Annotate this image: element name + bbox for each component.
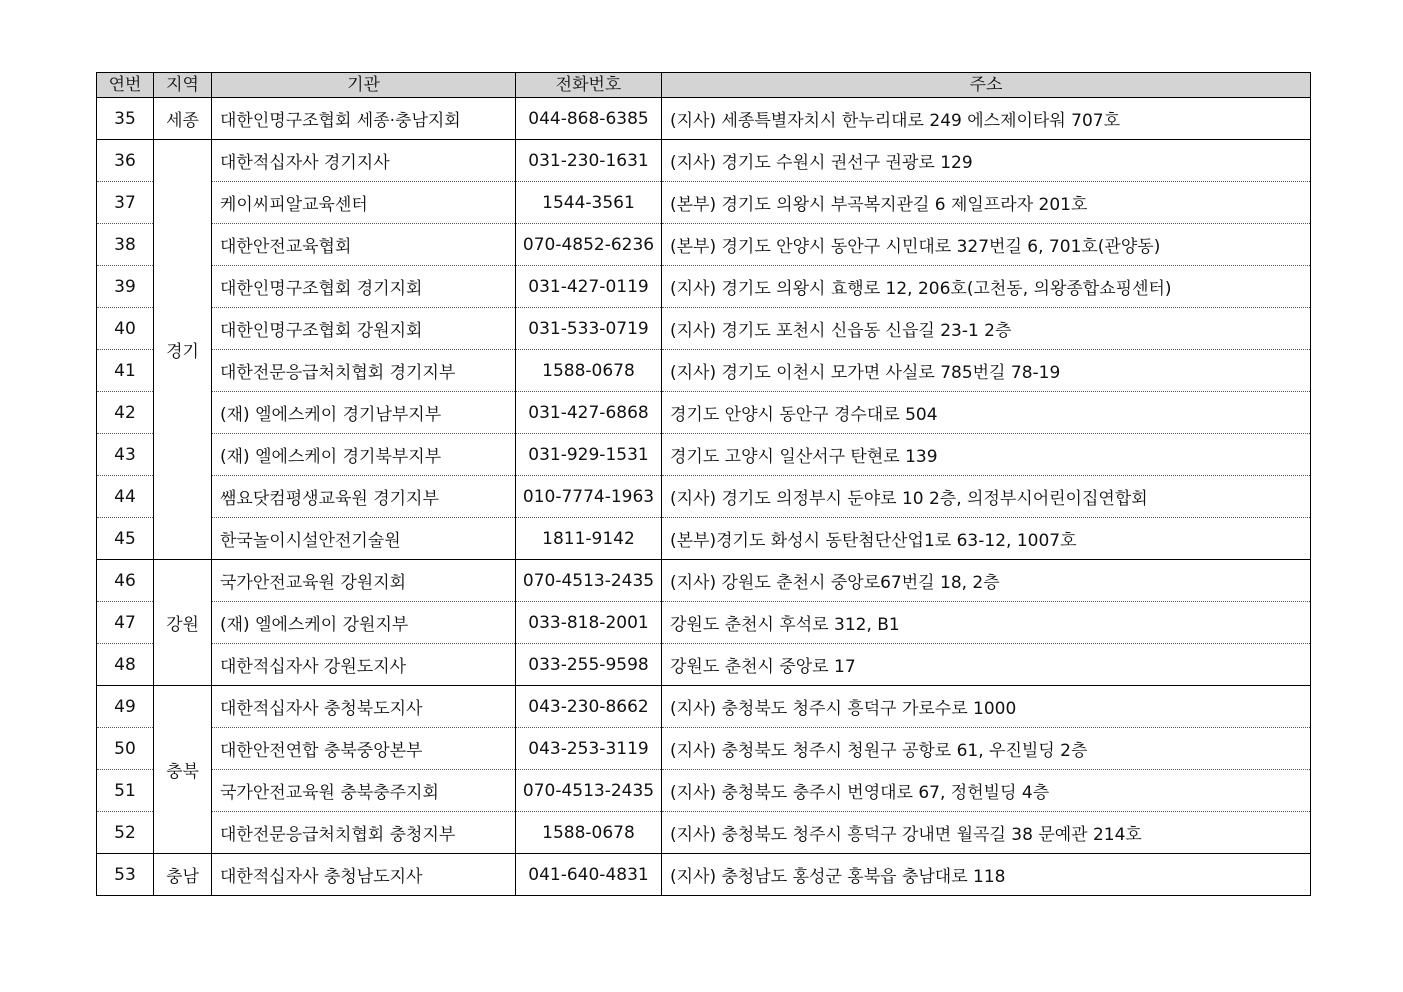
region-cell: 충남: [154, 854, 212, 896]
row-number: 38: [97, 224, 154, 266]
address: (지사) 경기도 수원시 권선구 권광로 129: [662, 140, 1311, 182]
table-row: [97, 518, 1311, 560]
organization-name: (재) 엘에스케이 경기북부지부: [212, 434, 516, 476]
row-number: 41: [97, 350, 154, 392]
phone-number: 1588-0678: [516, 812, 662, 854]
table-row: [97, 350, 1311, 392]
row-number: 42: [97, 392, 154, 434]
organization-name: 대한안전교육협회: [212, 224, 516, 266]
table-row: [97, 728, 1311, 770]
row-number: 40: [97, 308, 154, 350]
address: (지사) 경기도 의정부시 둔야로 10 2층, 의정부시어린이집연합회: [662, 476, 1311, 518]
address: (지사) 경기도 이천시 모가면 사실로 785번길 78-19: [662, 350, 1311, 392]
table-row: [97, 308, 1311, 350]
header-phone: 전화번호: [516, 73, 662, 98]
address: (지사) 충청북도 청주시 흥덕구 강내면 월곡길 38 문예관 214호: [662, 812, 1311, 854]
row-number: 44: [97, 476, 154, 518]
row-number: 52: [97, 812, 154, 854]
row-number: 43: [97, 434, 154, 476]
organization-name: (재) 엘에스케이 경기남부지부: [212, 392, 516, 434]
organization-name: 대한인명구조협회 경기지회: [212, 266, 516, 308]
row-number: 51: [97, 770, 154, 812]
address: (지사) 충청북도 충주시 번영대로 67, 정헌빌딩 4층: [662, 770, 1311, 812]
organization-name: 대한안전연합 충북중앙본부: [212, 728, 516, 770]
organization-name: 대한적십자사 강원도지사: [212, 644, 516, 686]
row-number: 47: [97, 602, 154, 644]
table-header: [97, 73, 1311, 98]
region-cell: 충북: [154, 686, 212, 854]
address: (지사) 경기도 의왕시 효행로 12, 206호(고천동, 의왕종합쇼핑센터): [662, 266, 1311, 308]
organization-name: 국가안전교육원 충북충주지회: [212, 770, 516, 812]
region-cell: 강원: [154, 560, 212, 686]
organization-name: 대한적십자사 충청남도지사: [212, 854, 516, 896]
organization-name: 대한전문응급처치협회 충청지부: [212, 812, 516, 854]
address: 강원도 춘천시 중앙로 17: [662, 644, 1311, 686]
organization-name: 대한인명구조협회 세종·충남지회: [212, 98, 516, 140]
organization-name: 한국놀이시설안전기술원: [212, 518, 516, 560]
table-body: [97, 98, 1311, 896]
address: (지사) 세종특별자치시 한누리대로 249 에스제이타워 707호: [662, 98, 1311, 140]
phone-number: 070-4513-2435: [516, 560, 662, 602]
phone-number: 1544-3561: [516, 182, 662, 224]
table-row: [97, 224, 1311, 266]
header-region: 지역: [154, 73, 212, 98]
organization-name: 케이씨피알교육센터: [212, 182, 516, 224]
address: (지사) 충청남도 홍성군 홍북읍 충남대로 118: [662, 854, 1311, 896]
phone-number: 031-427-0119: [516, 266, 662, 308]
phone-number: 041-640-4831: [516, 854, 662, 896]
table-row: [97, 560, 1311, 602]
row-number: 46: [97, 560, 154, 602]
address: 경기도 고양시 일산서구 탄현로 139: [662, 434, 1311, 476]
organization-name: 쌤요닷컴평생교육원 경기지부: [212, 476, 516, 518]
table-row: [97, 644, 1311, 686]
table-row: [97, 266, 1311, 308]
table-row: [97, 392, 1311, 434]
phone-number: 043-230-8662: [516, 686, 662, 728]
row-number: 53: [97, 854, 154, 896]
phone-number: 044-868-6385: [516, 98, 662, 140]
phone-number: 1811-9142: [516, 518, 662, 560]
row-number: 37: [97, 182, 154, 224]
organization-name: 국가안전교육원 강원지회: [212, 560, 516, 602]
header-row: [97, 73, 1311, 98]
row-number: 39: [97, 266, 154, 308]
table-row: [97, 182, 1311, 224]
phone-number: 031-929-1531: [516, 434, 662, 476]
phone-number: 033-818-2001: [516, 602, 662, 644]
phone-number: 031-427-6868: [516, 392, 662, 434]
address: (지사) 경기도 포천시 신읍동 신읍길 23-1 2층: [662, 308, 1311, 350]
phone-number: 010-7774-1963: [516, 476, 662, 518]
table-row: [97, 686, 1311, 728]
address: (본부) 경기도 의왕시 부곡복지관길 6 제일프라자 201호: [662, 182, 1311, 224]
row-number: 36: [97, 140, 154, 182]
table-row: [97, 812, 1311, 854]
table-row: [97, 434, 1311, 476]
address: (본부) 경기도 안양시 동안구 시민대로 327번길 6, 701호(관양동): [662, 224, 1311, 266]
row-number: 45: [97, 518, 154, 560]
header-organization: 기관: [212, 73, 516, 98]
phone-number: 031-533-0719: [516, 308, 662, 350]
organization-name: 대한전문응급처치협회 경기지부: [212, 350, 516, 392]
organization-table: [96, 72, 1311, 896]
header-address: 주소: [662, 73, 1311, 98]
address: (지사) 충청북도 청주시 흥덕구 가로수로 1000: [662, 686, 1311, 728]
address: (지사) 충청북도 청주시 청원구 공항로 61, 우진빌딩 2층: [662, 728, 1311, 770]
organization-name: 대한적십자사 경기지사: [212, 140, 516, 182]
address: 경기도 안양시 동안구 경수대로 504: [662, 392, 1311, 434]
region-cell: 세종: [154, 98, 212, 140]
organization-name: 대한적십자사 충청북도지사: [212, 686, 516, 728]
header-number: 연번: [97, 73, 154, 98]
table-row: [97, 476, 1311, 518]
row-number: 48: [97, 644, 154, 686]
region-cell: 경기: [154, 140, 212, 560]
address: 강원도 춘천시 후석로 312, B1: [662, 602, 1311, 644]
row-number: 49: [97, 686, 154, 728]
phone-number: 1588-0678: [516, 350, 662, 392]
address: (본부)경기도 화성시 동탄첨단산업1로 63-12, 1007호: [662, 518, 1311, 560]
phone-number: 043-253-3119: [516, 728, 662, 770]
table-row: [97, 770, 1311, 812]
phone-number: 033-255-9598: [516, 644, 662, 686]
table-row: [97, 140, 1311, 182]
table-row: [97, 98, 1311, 140]
phone-number: 070-4513-2435: [516, 770, 662, 812]
row-number: 35: [97, 98, 154, 140]
phone-number: 031-230-1631: [516, 140, 662, 182]
row-number: 50: [97, 728, 154, 770]
organization-name: (재) 엘에스케이 강원지부: [212, 602, 516, 644]
table-row: [97, 602, 1311, 644]
phone-number: 070-4852-6236: [516, 224, 662, 266]
table-row: [97, 854, 1311, 896]
address: (지사) 강원도 춘천시 중앙로67번길 18, 2층: [662, 560, 1311, 602]
organization-name: 대한인명구조협회 강원지회: [212, 308, 516, 350]
